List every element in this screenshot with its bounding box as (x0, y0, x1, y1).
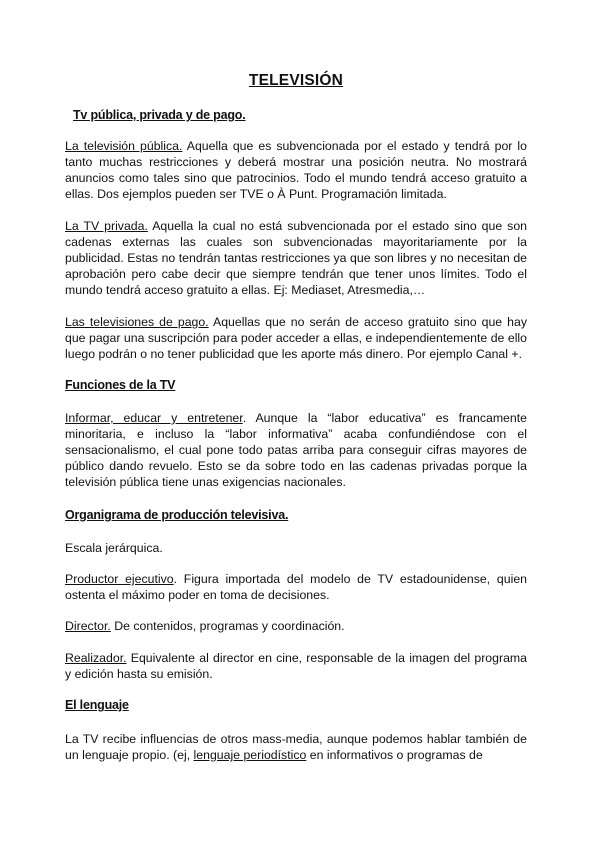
term-tv-pago: Las televisiones de pago. (65, 315, 209, 329)
heading-organigrama: Organigrama de producción televisiva. (65, 508, 289, 522)
paragraph-tv-pago (65, 314, 527, 362)
text-productor: . Figura importada del modelo de TV estadounidense, quien ostenta el máximo poder en toma de decisiones. (65, 572, 527, 602)
term-funciones: Informar, educar y entretener (65, 411, 243, 425)
term-realizador: Realizador. (65, 651, 127, 665)
heading-funciones: Funciones de la TV (65, 378, 176, 392)
paragraph-productor (65, 571, 527, 603)
term-director: Director. (65, 619, 111, 633)
term-productor: Productor ejecutivo (65, 572, 174, 586)
heading-lenguaje: El lenguaje (65, 698, 129, 712)
term-tv-publica: La televisión pública. (65, 139, 183, 153)
paragraph-lenguaje (65, 731, 527, 763)
paragraph-escala (65, 540, 527, 556)
text-realizador: Equivalente al director en cine, responsable de la imagen del programa y edición hasta su emisión. (65, 651, 527, 681)
text-tv-privada: Aquella la cual no está subvencionada por el estado sino que son cadenas externas las cuales son subvencionadas mayoritariamente por la publicidad. Estas no tendrán tantas restricciones ya que son libres y no necesitan de aprobación pero cabe decir que siempre tendrán que tener unos límites. Todo el mundo tendrá acceso gratuito a ellas. Ej: Mediaset, Atresmedia,… (65, 219, 527, 297)
paragraph-funciones (65, 410, 527, 490)
term-tv-privada: La TV privada. (65, 219, 148, 233)
text-tv-publica: Aquella que es subvencionada por el estado y tendrá por lo tanto muchas restricciones y deberá mostrar una posición neutra. No mostrará anuncios como tales sino que patrocinios. Todo el mundo tendrá acceso gratuito a ellas. Dos ejemplos pueden ser TVE o À Punt. Programación limitada. (65, 139, 527, 201)
document-title: TELEVISIÓN (248, 72, 344, 89)
text-escala: Escala jerárquica. (65, 541, 163, 555)
text-tv-pago: Aquellas que no serán de acceso gratuito sino que hay que pagar una suscripción para poder acceder a ellas, e independientemente de ello luego podrán o no tener publicidad que les aporte más dinero. Por ejemplo Canal +. (65, 315, 527, 361)
paragraph-tv-privada (65, 218, 527, 298)
heading-tv-types: Tv pública, privada y de pago. (73, 108, 246, 122)
paragraph-director (65, 618, 527, 634)
text-lenguaje-b: en informativos o programas de (306, 748, 483, 762)
text-funciones: . Aunque la “labor educativa” es francamente minoritaria, e incluso la “labor informativa” acaba confundiéndose con el sensacionalismo, el cual pone todo patas arriba para conseguir cifras mayores de público dando revuelo. Esto se da sobre todo en las cadenas privadas porque la televisión pública tiene unas exigencias nacionales. (65, 411, 527, 489)
text-lenguaje-a: La TV recibe influencias de otros mass-media, aunque podemos hablar también de un lenguaje propio. (ej, (65, 732, 527, 762)
term-lenguaje-periodistico: lenguaje periodístico (193, 748, 307, 762)
paragraph-realizador (65, 650, 527, 682)
paragraph-tv-publica (65, 138, 527, 202)
text-director: De contenidos, programas y coordinación. (110, 619, 345, 633)
